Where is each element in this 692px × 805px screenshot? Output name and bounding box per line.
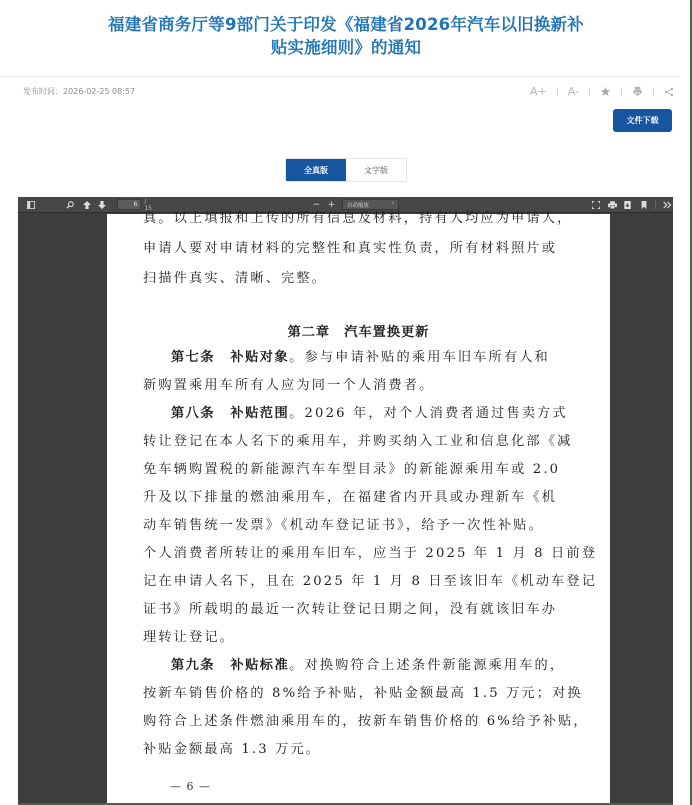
tab-text-version[interactable]: 文字版 [346,159,406,181]
font-decrease-button[interactable]: A- [567,85,579,98]
download-file-button[interactable]: 文件下载 [613,109,672,132]
double-chevron-right-icon [663,201,672,209]
article-heading: 补贴范围 [230,406,290,421]
presentation-mode-button[interactable] [591,197,602,213]
tools-menu-button[interactable] [662,197,673,213]
text-line: 升及以下排量的燃油乘用车，在福建省内开具或办理新车《机 [143,490,558,505]
previous-page-button[interactable] [82,197,93,213]
font-increase-button[interactable]: A+ [529,85,547,98]
total-pages: / 15 [144,197,152,212]
divider [653,88,654,96]
sidebar-toggle-icon [27,201,35,209]
pdf-page [107,211,610,805]
title-divider [0,76,680,77]
share-button[interactable] [664,87,674,97]
zoom-level: 自动缩放 [346,202,369,209]
article-label: 第八条 [171,406,216,421]
article-9-line [171,657,565,675]
article-tools [530,85,674,98]
arrow-up-icon [83,201,91,209]
article-7-line [171,349,550,367]
divider [557,88,558,96]
page-number: — 6 — [170,780,211,793]
title-line-2: 贴实施细则》的通知 [270,38,422,57]
arrow-down-icon [98,201,106,209]
chapter-title: 第二章 汽车置换更新 [287,325,430,340]
fullscreen-icon [592,201,600,209]
article-8-line [171,405,568,423]
tab-full-version[interactable]: 全真版 [286,159,346,181]
text-line: 动车销售统一发票》《机动车登记证书》，给予一次性补贴。 [143,518,544,533]
text-line: 个人消费者所转让的乘用车旧车，应当于 2025 年 1 月 8 日前登 [143,546,598,561]
page-number-input[interactable]: 6 [117,199,141,210]
article-text: 。参与申请补贴的乘用车旧车所有人和 [289,350,550,365]
chevron-down-icon: ⌃ [390,201,395,208]
article-text: 。2026 年，对个人消费者通过售卖方式 [289,406,568,421]
zoom-select[interactable] [342,199,399,210]
text-line: 记在申请人名下，且在 2025 年 1 月 8 日至该旧车《机动车登记 [143,574,598,589]
print-icon [632,86,643,97]
text-line: 补贴金额最高 1.3 万元。 [143,742,322,757]
article-label: 第九条 [171,658,216,673]
text-line: 按新车销售价格的 8%给予补贴，补贴金额最高 1.5 万元；对换 [143,686,583,701]
text-line: 真。以上填报和上传的所有信息及材料，持有人均应为申请人， [143,211,573,226]
print-button[interactable] [632,86,643,97]
download-icon [624,201,631,209]
page-title [90,13,602,59]
find-button[interactable] [65,197,76,213]
text-line: 申请人要对申请材料的完整性和真实性负责，所有材料照片或 [143,241,558,256]
download-document-button[interactable] [623,197,634,213]
article-heading: 补贴标准 [230,658,290,673]
zoom-in-button[interactable]: + [327,199,336,210]
toolbar-divider [655,200,656,209]
article-heading: 补贴对象 [230,350,290,365]
share-icon [664,87,674,97]
text-line: 证书》所载明的最近一次转让登记日期之间，没有就该旧车办 [143,602,558,617]
divider [589,88,590,96]
viewer-left-gutter [18,214,80,805]
pdf-viewer [18,197,673,805]
article-label: 第七条 [171,350,216,365]
divider [621,88,622,96]
bookmark-button[interactable] [638,197,649,213]
toggle-sidebar-button[interactable] [26,197,37,213]
star-icon [600,86,611,97]
text-line: 购符合上述条件燃油乘用车的，按新车销售价格的 6%给予补贴， [143,714,589,729]
publish-time: 发布时间：2026-02-25 08:57 [23,87,136,96]
print-document-button[interactable] [607,197,618,213]
text-line: 新购置乘用车所有人应为同一个人消费者。 [143,378,435,393]
print-icon [608,201,617,209]
title-line-1: 福建省商务厅等9部门关于印发《福建省2026年汽车以旧换新补 [108,15,584,34]
favorite-button[interactable] [600,86,611,97]
text-line: 免车辆购置税的新能源汽车车型目录》的新能源乘用车或 2.0 [143,462,561,477]
zoom-out-button[interactable]: − [312,199,321,210]
text-line: 扫描件真实、清晰、完整。 [143,271,328,286]
bookmark-icon [641,201,647,209]
article-text: 。对换购符合上述条件新能源乘用车的， [289,658,566,673]
text-line: 理转让登记。 [143,630,236,645]
version-tabs [285,158,407,182]
next-page-button[interactable] [97,197,108,213]
text-line: 转让登记在本人名下的乘用车，并购买纳入工业和信息化部《减 [143,434,573,449]
search-icon [66,201,74,209]
